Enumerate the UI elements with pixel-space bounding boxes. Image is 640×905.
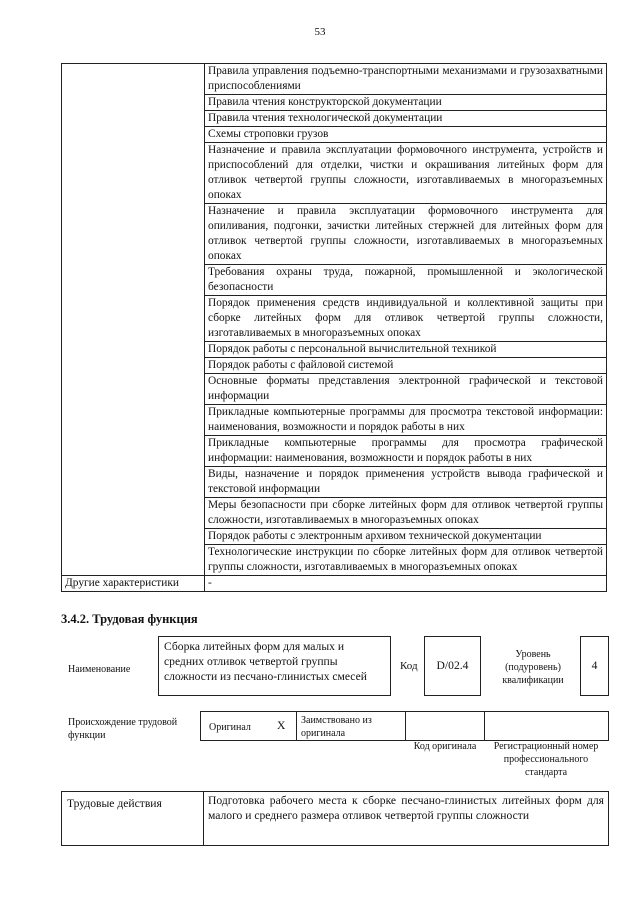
knowledge-row xyxy=(62,204,607,265)
code-value: D/02.4 xyxy=(436,659,469,672)
knowledge-row xyxy=(62,296,607,342)
knowledge-row-text: Назначение и правила эксплуатации формовочного инструмента, устройств и приспособлений для отделки, чистки и окрашивания литейных форм для отливок четвертой группы сложности, изготавливаемых в многоразъемных опоках xyxy=(205,143,607,204)
knowledge-row-left-cell xyxy=(62,545,205,576)
knowledge-table xyxy=(61,63,607,592)
other-characteristics-value: - xyxy=(205,576,607,592)
knowledge-row-left-cell xyxy=(62,265,205,296)
name-label: Наименование xyxy=(68,664,131,675)
knowledge-row xyxy=(62,64,607,95)
origin-reg-box xyxy=(484,711,609,741)
original-box xyxy=(200,711,297,741)
knowledge-row-text: Виды, назначение и порядок применения устройств вывода графической и текстовой информации xyxy=(205,467,607,498)
knowledge-row xyxy=(62,529,607,545)
labor-actions-label-box xyxy=(61,791,204,846)
original-label: Оригинал xyxy=(209,722,251,733)
level-box xyxy=(580,636,609,696)
labor-actions-value: Подготовка рабочего места к сборке песчано-глинистых литейных форм для малого и среднего размера отливок четвертой группы сложности xyxy=(208,794,604,822)
knowledge-row-text: Правила чтения конструкторской документации xyxy=(205,95,607,111)
knowledge-row-text: Правила чтения технологической документации xyxy=(205,111,607,127)
knowledge-row xyxy=(62,127,607,143)
level-label: Уровень (подуровень) квалификации xyxy=(502,649,564,686)
knowledge-row-left-cell xyxy=(62,127,205,143)
borrowed-label: Заимствовано из оригинала xyxy=(301,715,372,739)
knowledge-row-left-cell xyxy=(62,374,205,405)
knowledge-row-text: Меры безопасности при сборке литейных форм для отливок четвертой группы сложности, изготавливаемых в многоразъемных опоках xyxy=(205,498,607,529)
knowledge-row xyxy=(62,405,607,436)
other-characteristics-row xyxy=(62,576,607,592)
knowledge-row xyxy=(62,358,607,374)
knowledge-row-left-cell xyxy=(62,358,205,374)
knowledge-row-left-cell xyxy=(62,436,205,467)
knowledge-row-text: Правила управления подъемно-транспортными механизмами и грузозахватными приспособлениями xyxy=(205,64,607,95)
knowledge-row-left-cell xyxy=(62,111,205,127)
code-box xyxy=(424,636,481,696)
knowledge-row-left-cell xyxy=(62,64,205,95)
knowledge-row-left-cell xyxy=(62,498,205,529)
knowledge-row-text: Назначение и правила эксплуатации формовочного инструмента для опиливания, подгонки, зачистки литейных стержней для литейных форм для отливок четвертой группы сложности, изготавливаемых в многоразъемных опоках xyxy=(205,204,607,265)
labor-actions-value-box xyxy=(203,791,609,846)
knowledge-row xyxy=(62,467,607,498)
knowledge-row-text: Порядок работы с электронным архивом технической документации xyxy=(205,529,607,545)
knowledge-row-text: Порядок работы с файловой системой xyxy=(205,358,607,374)
function-name-box xyxy=(158,636,391,696)
knowledge-row-left-cell xyxy=(62,467,205,498)
knowledge-row-text: Порядок применения средств индивидуальной и коллективной защиты при сборке литейных форм для отливок четвертой группы сложности, изготавливаемых в многоразъемных опоках xyxy=(205,296,607,342)
knowledge-row xyxy=(62,374,607,405)
function-name-value: Сборка литейных форм для малых и средних отливок четвертой группы сложности из песчано-глинистых смесей xyxy=(164,640,367,683)
knowledge-row-text: Технологические инструкции по сборке литейных форм для отливок четвертой группы сложности, изготавливаемых в многоразъемных опоках xyxy=(205,545,607,576)
knowledge-row xyxy=(62,111,607,127)
knowledge-row-left-cell xyxy=(62,296,205,342)
level-value: 4 xyxy=(591,659,598,672)
knowledge-row-text: Прикладные компьютерные программы для просмотра текстовой информации: наименования, возможности и порядок работы в них xyxy=(205,405,607,436)
knowledge-row-text: Прикладные компьютерные программы для просмотра графической информации: наименования, возможности и порядок работы в них xyxy=(205,436,607,467)
knowledge-row xyxy=(62,436,607,467)
knowledge-row-left-cell xyxy=(62,204,205,265)
page-number: 53 xyxy=(314,26,326,38)
knowledge-row-left-cell xyxy=(62,405,205,436)
knowledge-row xyxy=(62,498,607,529)
origin-code-caption: Код оригинала xyxy=(413,741,477,752)
knowledge-row-left-cell xyxy=(62,342,205,358)
knowledge-row-left-cell xyxy=(62,143,205,204)
origin-reg-caption: Регистрационный номер профессионального стандарта xyxy=(493,741,599,778)
borrowed-box xyxy=(296,711,406,741)
knowledge-row xyxy=(62,143,607,204)
original-mark: X xyxy=(277,719,286,732)
code-label: Код xyxy=(400,660,418,672)
section-title: 3.4.2. Трудовая функция xyxy=(61,612,198,626)
origin-label: Происхождение трудовой функции xyxy=(68,717,178,741)
knowledge-row xyxy=(62,545,607,576)
knowledge-row-text: Порядок работы с персональной вычислительной техникой xyxy=(205,342,607,358)
knowledge-row xyxy=(62,342,607,358)
knowledge-row-left-cell xyxy=(62,529,205,545)
knowledge-row-text: Основные форматы представления электронной графической и текстовой информации xyxy=(205,374,607,405)
other-characteristics-label: Другие характеристики xyxy=(62,576,205,592)
knowledge-row-text: Схемы строповки грузов xyxy=(205,127,607,143)
knowledge-row xyxy=(62,95,607,111)
labor-actions-label: Трудовые действия xyxy=(67,797,162,810)
knowledge-row xyxy=(62,265,607,296)
knowledge-row-text: Требования охраны труда, пожарной, промышленной и экологической безопасности xyxy=(205,265,607,296)
origin-code-box xyxy=(405,711,485,741)
knowledge-row-left-cell xyxy=(62,95,205,111)
